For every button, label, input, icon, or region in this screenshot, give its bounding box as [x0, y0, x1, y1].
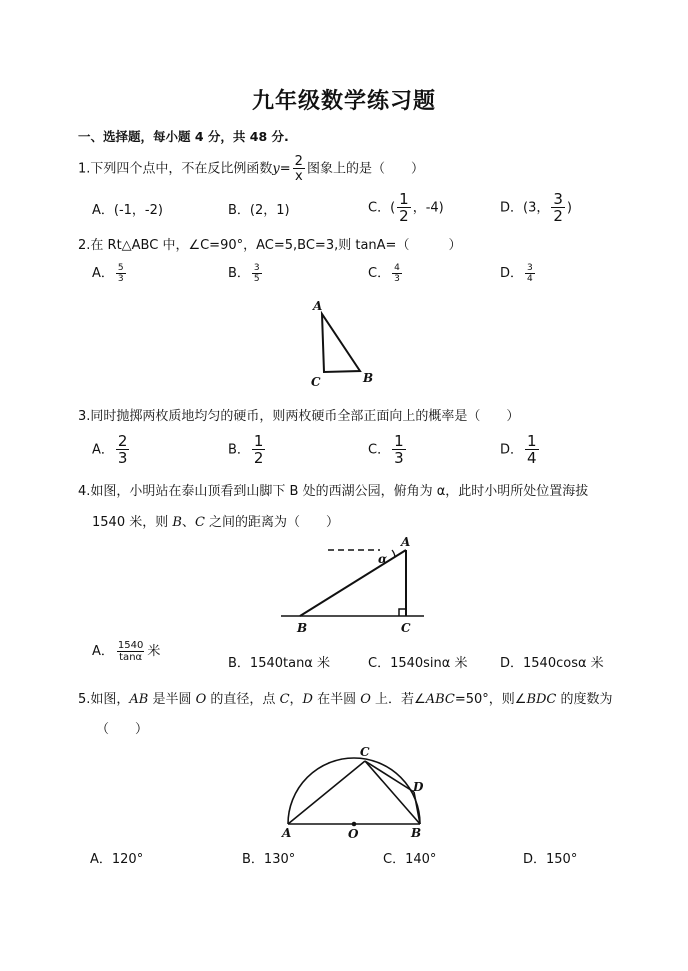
option-fraction	[116, 641, 145, 663]
q1-option-c-fraction	[397, 192, 411, 224]
option-fraction	[116, 264, 126, 284]
q5-option-a: A．120°	[90, 852, 144, 867]
chord-cd	[365, 761, 414, 792]
question-1-fraction	[293, 155, 305, 183]
triangle-abc	[322, 314, 360, 372]
q2-option-a	[92, 262, 128, 284]
q2-option-b	[228, 262, 264, 284]
q1-option-a: A．(-1，-2)	[92, 203, 163, 218]
vertex-label-b: B	[297, 621, 308, 635]
fraction-numerator: 1540	[117, 639, 144, 651]
q2-option-c	[368, 262, 404, 284]
page-title: 九年级数学练习题	[251, 89, 436, 114]
q4-option-a	[92, 640, 160, 663]
vertex-label-b: B	[363, 371, 374, 385]
center-point-o	[352, 822, 357, 827]
option-fraction	[525, 264, 535, 284]
option-letter: D．	[500, 266, 524, 281]
question-1-equals: =	[279, 161, 291, 177]
q5-text: 在半圆	[312, 692, 361, 707]
q5-text: 的度数为	[556, 692, 613, 707]
vertex-label-c: C	[311, 375, 321, 389]
fraction-denominator: 2	[399, 207, 409, 225]
question-4-line-2	[92, 511, 339, 530]
option-letter: B．	[228, 266, 250, 281]
q5-text: ，	[289, 692, 303, 707]
fraction-numerator: 1	[394, 432, 404, 450]
q3-option-c	[368, 434, 408, 466]
option-fraction	[116, 434, 130, 466]
question-1-variable: y	[272, 161, 280, 177]
q4-text: 1540 米，则	[92, 515, 173, 530]
q4-option-c: C．1540sinα 米	[368, 656, 468, 671]
option-letter: C．	[368, 442, 391, 458]
vertex-label-a: A	[401, 535, 411, 549]
q4-option-b: B．1540tanα 米	[228, 656, 331, 671]
fraction-numerator: 3	[553, 190, 563, 208]
fraction-numerator: 3	[527, 262, 533, 273]
fraction-denominator: 4	[527, 449, 537, 467]
q5-text: 上．若∠	[370, 692, 426, 707]
point-label-o: O	[348, 827, 359, 841]
q5-text: =50°，则∠	[454, 692, 527, 707]
q5-text: 5.如图，	[78, 692, 130, 707]
fraction-denominator: 3	[394, 449, 404, 467]
q5-math: AB	[129, 692, 149, 707]
semicircle-arc	[288, 758, 420, 824]
option-fraction	[252, 264, 262, 284]
fraction-denominator: 2	[253, 449, 264, 467]
q3-option-d	[500, 434, 541, 466]
option-fraction	[392, 434, 406, 466]
fraction-numerator: 3	[253, 262, 260, 273]
question-4-line-1: 4.如图，小明站在泰山顶看到山脚下 B 处的西湖公园，俯角为 α，此时小明所处位置海拔	[78, 484, 589, 499]
option-fraction	[252, 434, 266, 466]
q5-option-d: D．150°	[523, 852, 578, 867]
option-letter: A．	[92, 266, 114, 281]
chord-ac	[288, 761, 365, 824]
fraction-denominator: 2	[553, 207, 563, 225]
q5-semicircle-figure	[278, 740, 428, 842]
fraction-numerator: 5	[117, 262, 124, 273]
angle-arc	[392, 550, 395, 557]
fraction-denominator: 4	[527, 273, 533, 284]
q1-option-d-fraction	[551, 192, 565, 224]
q3-option-b	[228, 434, 267, 466]
option-unit: 米	[147, 644, 161, 659]
question-3: 3.同时抛掷两枚质地均匀的硬币，则两枚硬币全部正面向上的概率是（ ）	[78, 409, 520, 424]
q4-point-b: B	[172, 515, 182, 530]
q4-option-d: D．1540cosα 米	[500, 656, 604, 671]
option-letter: B．	[228, 442, 250, 458]
point-label-a: A	[282, 826, 292, 840]
q4-text: 之间的距离为（ ）	[204, 515, 340, 530]
q1-option-d	[500, 192, 572, 224]
q3-option-a	[92, 434, 131, 466]
option-letter: D．	[500, 442, 524, 458]
q4-point-c: C	[194, 515, 205, 530]
fraction-denominator: 3	[394, 273, 400, 284]
q1-option-c-post: ，-4)	[412, 200, 444, 216]
q5-option-b: B．130°	[242, 852, 296, 867]
fraction-numerator: 1	[253, 432, 264, 450]
option-letter: C．	[368, 266, 391, 281]
q5-text: 是半圆	[148, 692, 196, 707]
sightline-ab	[300, 550, 406, 616]
point-label-d: D	[413, 780, 424, 794]
angle-label-alpha: α	[378, 552, 388, 566]
q1-option-d-post: )	[566, 200, 572, 216]
fraction-numerator: 2	[294, 154, 303, 169]
vertex-label-a: A	[313, 299, 323, 313]
q5-math: BDC	[526, 692, 557, 707]
q2-option-d	[500, 262, 537, 284]
option-letter: A．	[92, 644, 114, 659]
fraction-denominator: tanα	[119, 651, 143, 663]
q5-math: O	[195, 692, 207, 707]
fraction-denominator: x	[294, 169, 303, 184]
fraction-denominator: 5	[253, 273, 260, 284]
fraction-numerator: 2	[117, 432, 128, 450]
q1-option-c-pre: C．(	[368, 200, 396, 216]
q5-text: 的直径，点	[206, 692, 280, 707]
fraction-numerator: 1	[399, 190, 409, 208]
q1-option-d-pre: D．(3，	[500, 200, 550, 216]
right-angle-mark	[399, 609, 406, 616]
q5-option-c: C．140°	[383, 852, 437, 867]
fraction-numerator: 4	[394, 262, 400, 273]
question-1-suffix: 图象上的是（ ）	[306, 161, 424, 177]
option-fraction	[392, 264, 402, 284]
q2-triangle-figure	[300, 296, 380, 391]
question-2: 2.在 Rt△ABC 中，∠C=90°，AC=5,BC=3,则 tanA=（ ）	[78, 238, 462, 253]
vertex-label-c: C	[401, 621, 411, 635]
option-fraction	[525, 434, 539, 466]
q5-math: D	[302, 692, 313, 707]
point-label-b: B	[411, 826, 422, 840]
point-label-c: C	[360, 745, 370, 759]
q5-math: C	[279, 692, 290, 707]
question-1-prefix: 1.下列四个点中，不在反比例函数	[78, 161, 273, 177]
section-heading: 一、选择题，每小题 4 分，共 48 分.	[78, 129, 289, 144]
fraction-denominator: 3	[117, 449, 128, 467]
q1-option-c	[368, 192, 444, 224]
fraction-denominator: 3	[117, 273, 124, 284]
q4-text: 、	[181, 515, 195, 530]
question-5-line-2: （ ）	[96, 722, 149, 737]
question-1	[78, 155, 424, 183]
q5-math: ABC	[425, 692, 455, 707]
q5-math: O	[360, 692, 371, 707]
q1-option-b: B．(2，1)	[228, 203, 290, 218]
option-letter: A．	[92, 442, 114, 458]
q4-elevation-figure	[278, 533, 428, 635]
question-5-line-1	[78, 688, 613, 707]
fraction-numerator: 1	[527, 432, 537, 450]
